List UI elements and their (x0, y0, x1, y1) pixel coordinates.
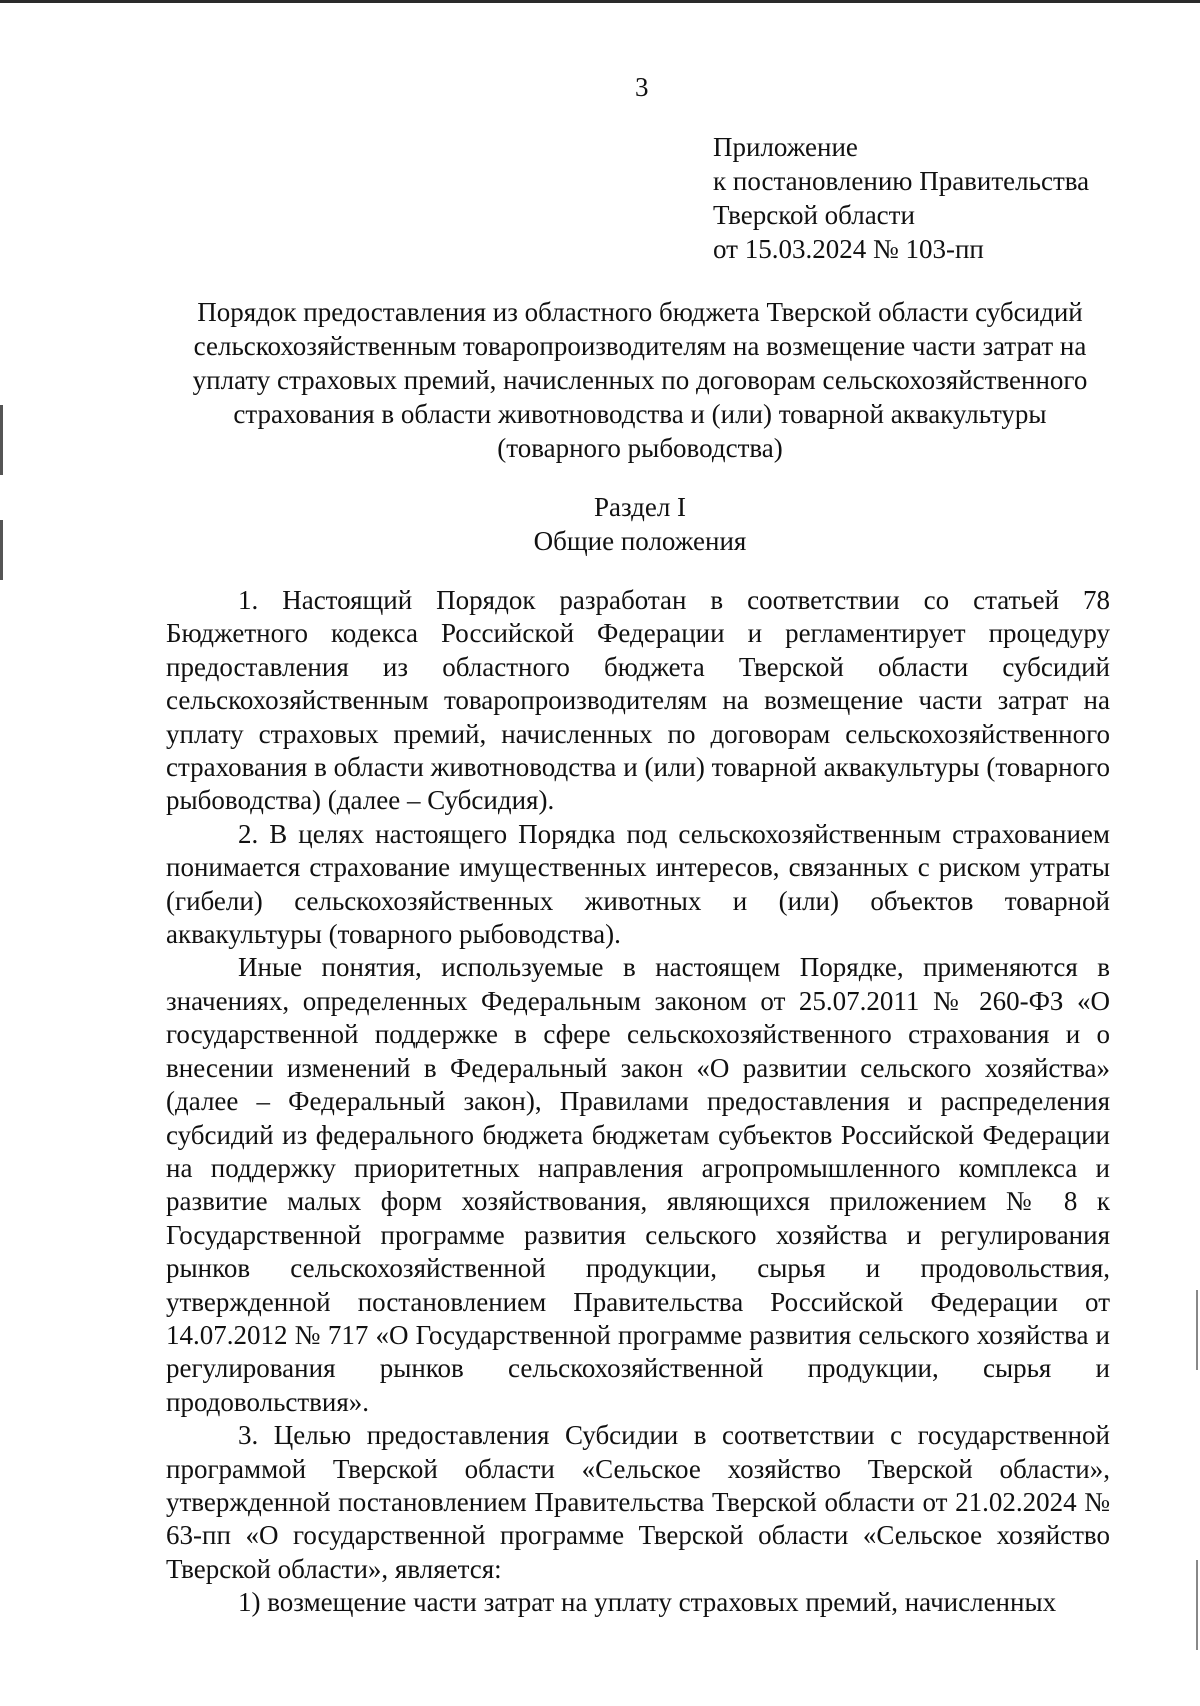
section-number: Раздел I (593, 492, 687, 522)
paragraph: 3. Целью предоставления Субсидии в соответствии с государственной программой Тверской области «Сельское хозяйство Тверской области», утвержденной постановлением Правительства Тверской области от 21.02.2024 № 63-пп «О государственной программе Тверской области «Сельское хозяйство Тверской области», является: (166, 1420, 1110, 1584)
title-line: сельскохозяйственным товаропроизводителям на возмещение части затрат на (193, 331, 1087, 361)
title-line: Порядок предоставления из областного бюджета Тверской области субсидий (197, 297, 1083, 327)
scan-edge-right (1196, 1290, 1198, 1370)
section-name: Общие положения (533, 526, 747, 556)
approval-line: Тверской области (713, 200, 915, 230)
scan-edge-left (0, 405, 3, 475)
paragraph: 2. В целях настоящего Порядка под сельскохозяйственным страхованием понимается страхование имущественных интересов, связанных с риском утраты (гибели) сельскохозяйственных животных и (или) объектов товарной аквакультуры (товарного рыбоводства). (166, 818, 1110, 950)
document-body (166, 584, 1110, 1620)
section-heading (150, 490, 1130, 558)
title-line: уплату страховых премий, начисленных по договорам сельскохозяйственного (192, 365, 1088, 395)
paragraph: Иные понятия, используемые в настоящем Порядке, применяются в значениях, определенных Федеральным законом от 25.07.2011 № 260-ФЗ «О государственной поддержке в сфере сельскохозяйственного страхования и о внесении изменений в Федеральный закон «О развитии сельского хозяйства» (далее – Федеральный закон), Правилами предоставления и распределения субсидий из федерального бюджета бюджетам субъектов Российской Федерации на поддержку приоритетных направления агропромышленного комплекса и развитие малых форм хозяйствования, являющихся приложением № 8 к Государственной программе развития сельского хозяйства и регулирования рынков сельскохозяйственной продукции, сырья и продовольствия, утвержденной постановлением Правительства Российской Федерации от 14.07.2012 № 717 «О Государственной программе развития сельского хозяйства и регулирования рынков сельскохозяйственной продукции, сырья и продовольствия». (166, 952, 1110, 1417)
scan-edge-left (0, 520, 3, 580)
approval-line: Приложение (713, 132, 858, 162)
scan-edge-right (1196, 1560, 1198, 1650)
document-title (150, 295, 1130, 465)
paragraph: 1) возмещение части затрат на уплату страховых премий, начисленных (238, 1587, 1057, 1618)
paragraph: 1. Настоящий Порядок разработан в соответствии со статьей 78 Бюджетного кодекса Российской Федерации и регламентирует процедуру предоставления из областного бюджета Тверской области субсидий сельскохозяйственным товаропроизводителям на возмещение части затрат на уплату страховых премий, начисленных по договорам сельскохозяйственного страхования в области животноводства и (или) товарной аквакультуры (товарного рыбоводства) (далее – Субсидия). (166, 585, 1110, 816)
approval-line: к постановлению Правительства (713, 166, 1090, 196)
title-line: страхования в области животноводства и (или) товарной аквакультуры (233, 399, 1047, 429)
scan-edge-top (0, 0, 1200, 3)
page-number: 3 (635, 72, 649, 102)
approval-block (713, 130, 1089, 266)
approval-line: от 15.03.2024 № 103-пп (713, 234, 984, 264)
title-line: (товарного рыбоводства) (497, 433, 783, 463)
